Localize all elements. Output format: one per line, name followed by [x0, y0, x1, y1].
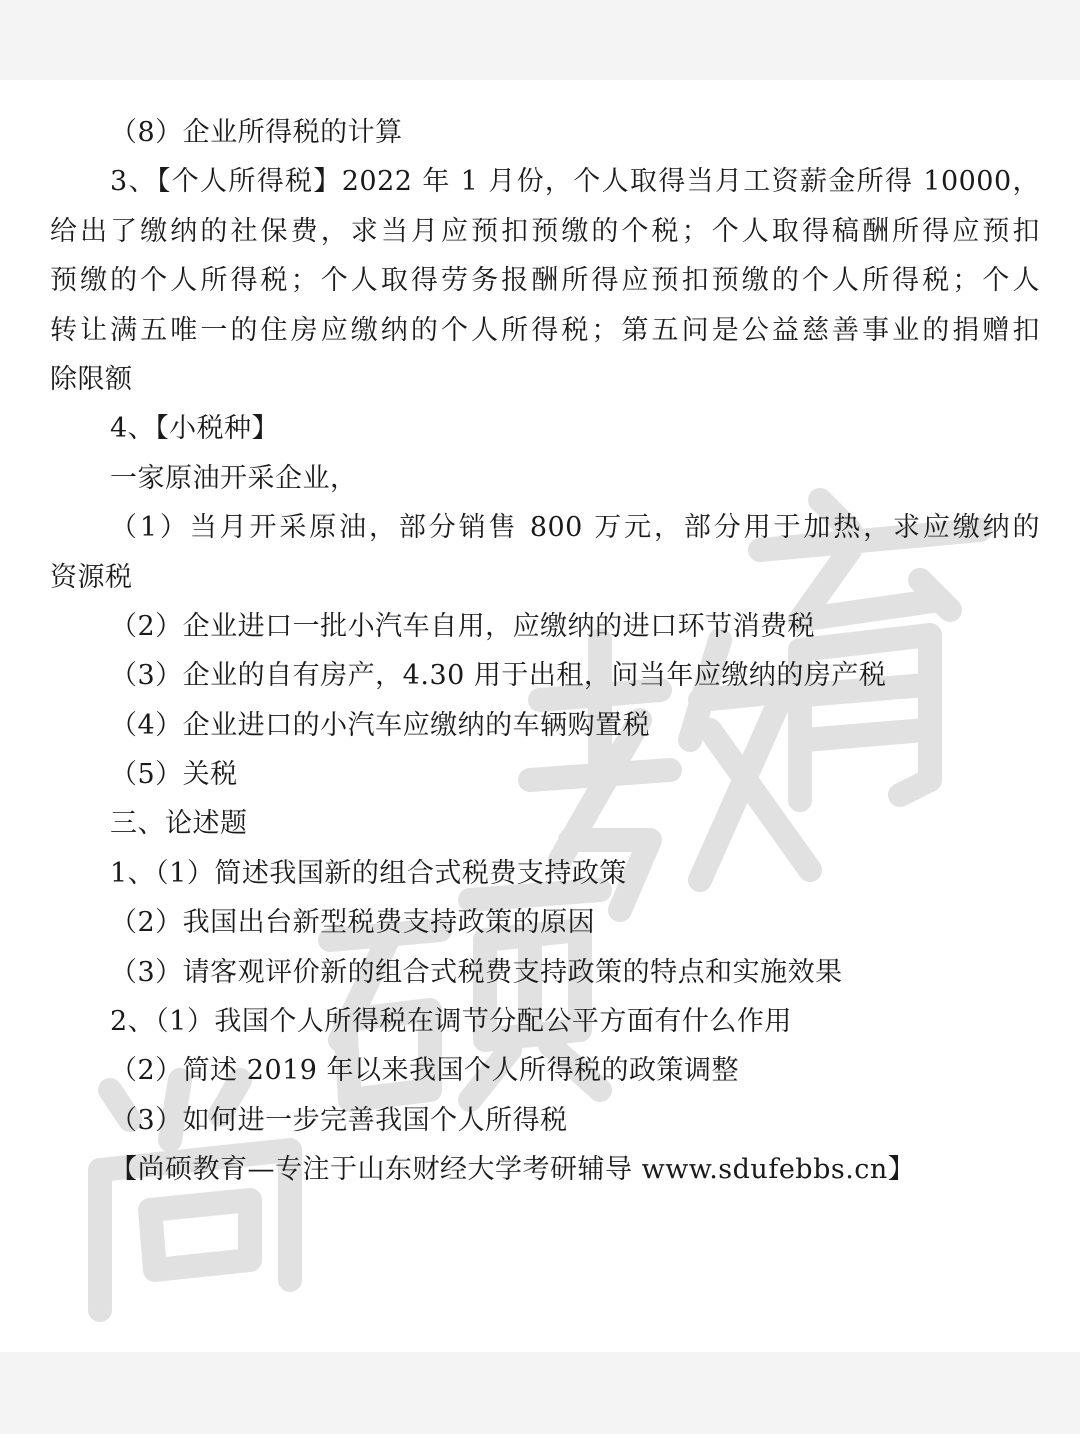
text-line: （3）请客观评价新的组合式税费支持政策的特点和实施效果 — [110, 956, 843, 988]
text-line: （4）企业进口的小汽车应缴纳的车辆购置税 — [110, 709, 651, 741]
text-line: 除限额 — [50, 363, 133, 395]
text-line: （5）关税 — [110, 759, 238, 791]
text-line: 给出了缴纳的社保费，求当月应预扣预缴的个税；个人取得稿酬所得应预扣 — [50, 215, 1040, 247]
text-line: （3）企业的自有房产，4.30 用于出租，问当年应缴纳的房产税 — [110, 660, 887, 692]
text-line: （1）当月开采原油，部分销售 800 万元，部分用于加热，求应缴纳的 — [110, 512, 1040, 544]
text-line: 1、（1）简述我国新的组合式税费支持政策 — [110, 857, 627, 889]
text-line: 预缴的个人所得税；个人取得劳务报酬所得应预扣预缴的个人所得税；个人 — [50, 265, 1040, 297]
document-page — [0, 80, 1080, 1352]
text-line: （2）简述 2019 年以来我国个人所得税的政策调整 — [110, 1055, 740, 1087]
text-line: （2）我国出台新型税费支持政策的原因 — [110, 907, 596, 939]
text-line: 2、（1）我国个人所得税在调节分配公平方面有什么作用 — [110, 1006, 792, 1038]
text-line: （3）如何进一步完善我国个人所得税 — [110, 1104, 568, 1136]
text-line: 转让满五唯一的住房应缴纳的个人所得税；第五问是公益慈善事业的捐赠扣 — [50, 314, 1040, 346]
text-line: 资源税 — [50, 561, 133, 593]
text-line: （8）企业所得税的计算 — [110, 117, 403, 148]
text-line: 4、【小税种】 — [110, 413, 280, 445]
footer-banner: 【尚硕教育—专注于山东财经大学考研辅导 www.sdufebbs.cn】 — [110, 1154, 916, 1186]
text-line: （2）企业进口一批小汽车自用，应缴纳的进口环节消费税 — [110, 610, 816, 642]
document-body — [50, 108, 1040, 1195]
text-line: 一家原油开采企业， — [110, 462, 358, 494]
section-heading: 三、论述题 — [110, 808, 248, 840]
text-line: 3、【个人所得税】2022 年 1 月份，个人取得当月工资薪金所得 10000， — [110, 166, 1040, 198]
